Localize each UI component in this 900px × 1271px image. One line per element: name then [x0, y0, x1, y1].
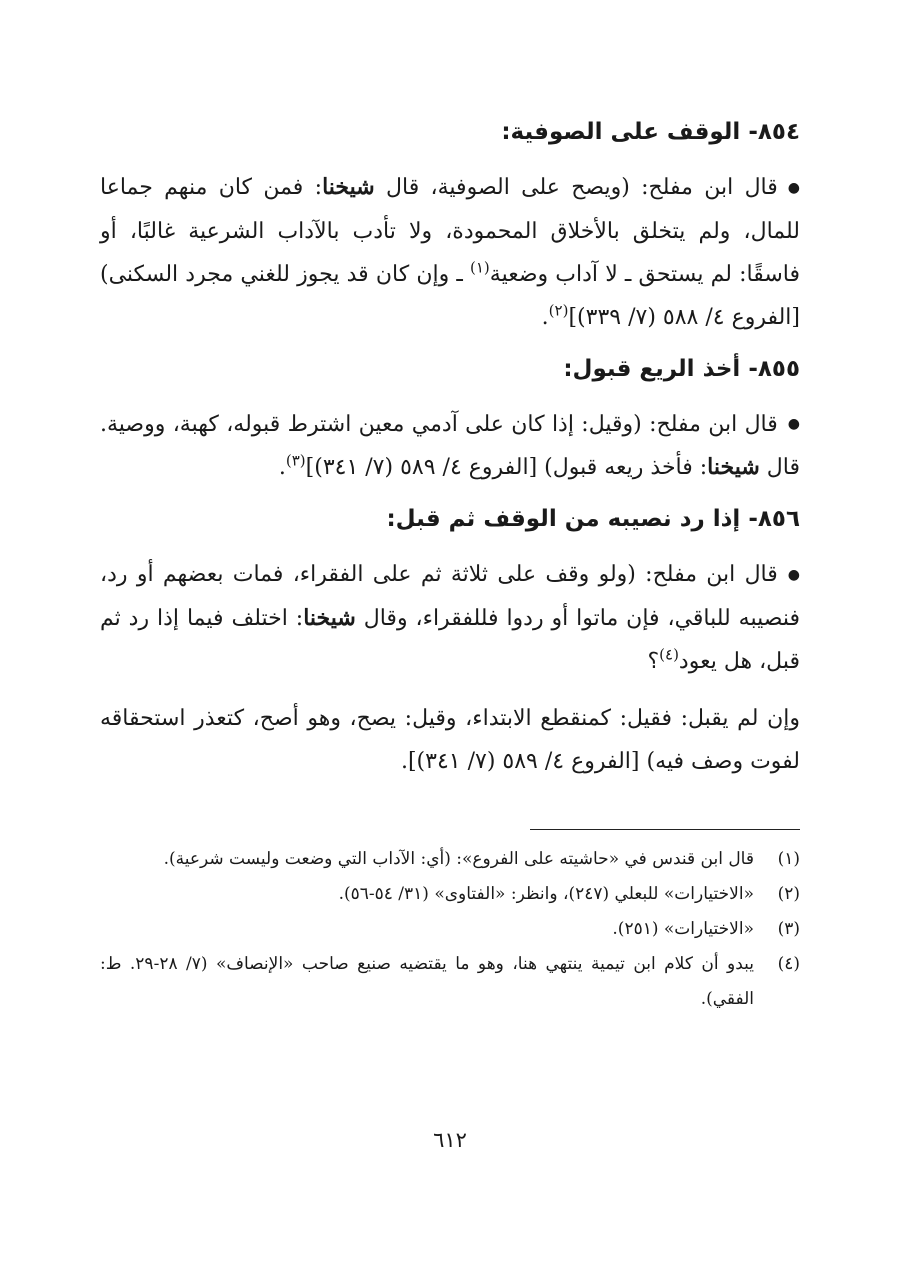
section-856: [100, 503, 800, 783]
footnote-ref: (٣): [285, 451, 306, 470]
text-run: قال ابن مفلح: (ويصح على الصوفية، قال: [374, 175, 778, 200]
footnote: [100, 842, 800, 877]
footnote-text: «الاختيارات» للبعلي (٢٤٧)، وانظر: «الفتاوى» (٣١/ ٥٤-٥٦).: [338, 883, 754, 904]
footnote-text: «الاختيارات» (٢٥١).: [612, 918, 754, 939]
footnote-ref: (١): [470, 258, 490, 277]
footnote-number: (٤): [777, 953, 800, 974]
section-heading: ٨٥٦- إذا رد نصيبه من الوقف ثم قبل:: [386, 506, 800, 532]
shaikh-term: شيخنا: [707, 454, 760, 480]
paragraph: [100, 403, 800, 490]
text-run: ـ وإن كان قد يجوز للغني مجرد السكنى) [الفروع ٤/ ٥٨٨ (٧/ ٣٣٩)]: [100, 261, 800, 330]
bullet-icon: ●: [787, 179, 800, 196]
paragraph: [100, 697, 800, 783]
paragraph: [100, 166, 800, 339]
footnote: [100, 912, 800, 947]
section-heading: ٨٥٤- الوقف على الصوفية:: [501, 119, 800, 145]
footnote: [100, 877, 800, 912]
page-body: [100, 104, 800, 1017]
text-run: .: [541, 304, 549, 330]
footnote-ref: (٤): [659, 645, 679, 664]
footnote-number: (٢): [777, 883, 800, 904]
footnote-ref: (٢): [548, 301, 569, 320]
footnote-number: (٣): [777, 918, 800, 939]
text-run: : فمن كان منهم جماعا للمال، ولم يتخلق بالأخلاق المحمودة، ولا تأدب بالآداب الشرعية غالبًا، أو فاسقًا: لم يستحق ـ لا آداب وضعية: [100, 175, 801, 287]
footnote-text: قال ابن قندس في «حاشيته على الفروع»: (أي: الآداب التي وضعت وليست شرعية).: [163, 848, 754, 869]
section-855: [100, 353, 800, 490]
bullet-icon: ●: [787, 566, 800, 583]
shaikh-term: شيخنا: [303, 604, 356, 631]
text-run: : اختلف فيما إذا رد ثم قبل، هل يعود: [100, 605, 800, 674]
text-run: : فأخذ ريعه قبول) [الفروع ٤/ ٥٨٩ (٧/ ٣٤١)]: [305, 455, 708, 480]
text-run: قال ابن مفلح: (ولو وقف على ثلاثة ثم على الفقراء، فمات بعضهم أو رد، فنصيبه للباقي، فإن ماتوا أو ردوا فللفقراء، وقال: [100, 562, 800, 631]
footnotes: [100, 842, 800, 1017]
text-run: وإن لم يقبل: فقيل: كمنقطع الابتداء، وقيل: يصح، وهو أصح، كتعذر استحقاقه لفوت وصف فيه) [الفروع ٤/ ٥٨٩ (٧/ ٣٤١)].: [100, 705, 800, 774]
footnote-number: (١): [777, 848, 800, 869]
text-run: قال ابن مفلح: (وقيل: إذا كان على آدمي معين اشترط قبوله، كهبة، ووصية. قال: [100, 411, 800, 480]
shaikh-term: شيخنا: [322, 174, 375, 200]
footnote-divider: [530, 829, 800, 830]
footnote-text: يبدو أن كلام ابن تيمية ينتهي هنا، وهو ما يقتضيه صنيع صاحب «الإنصاف» (٧/ ٢٨-٢٩. ط: الفقي).: [100, 953, 754, 1009]
text-run: ؟: [647, 648, 660, 674]
footnote: [100, 947, 800, 1017]
text-run: .: [278, 455, 286, 480]
page-number: ٦١٢: [433, 1128, 467, 1152]
bullet-icon: ●: [787, 416, 800, 432]
section-854: [100, 116, 800, 339]
paragraph: [100, 553, 800, 683]
section-heading: ٨٥٥- أخذ الريع قبول:: [563, 355, 800, 382]
